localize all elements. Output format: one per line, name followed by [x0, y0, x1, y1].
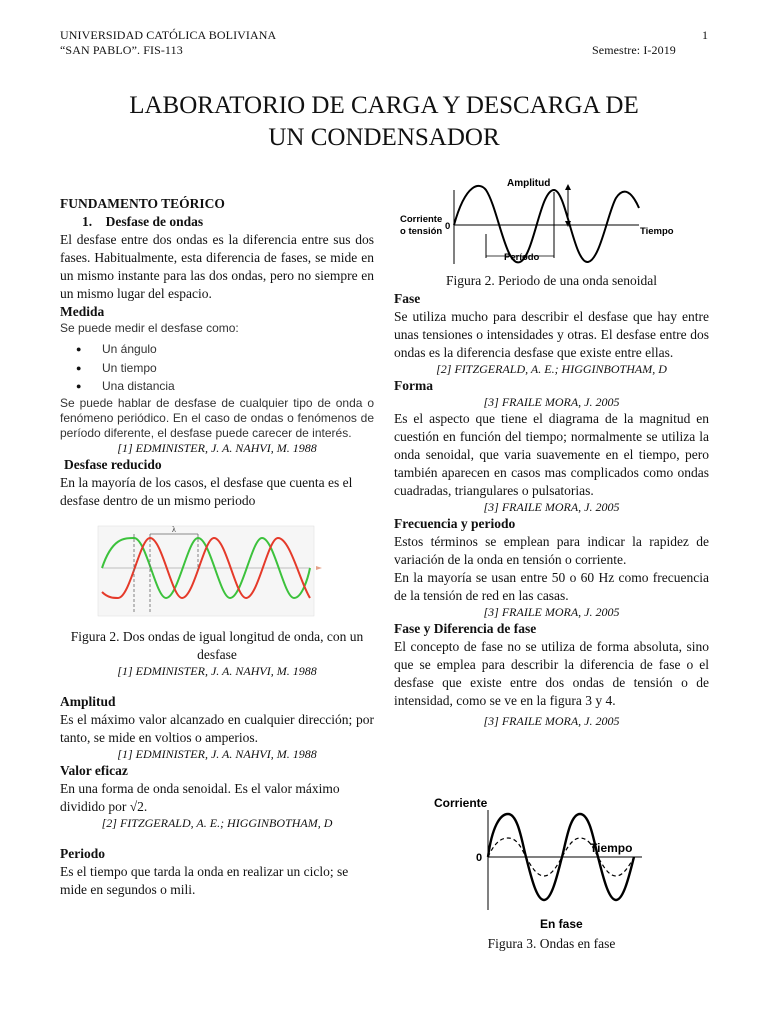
sqrt-two: √2	[129, 798, 144, 814]
subsection-desfase	[60, 213, 374, 231]
list-item: ● Un ángulo	[102, 340, 374, 359]
corriente-label: Corriente	[434, 796, 488, 810]
list-item: ● Un tiempo	[102, 359, 374, 378]
fasedif-heading: Fase y Diferencia de fase	[394, 621, 537, 636]
tiempo-label: Tiempo	[640, 226, 674, 237]
document-title	[60, 90, 708, 154]
subsection-title: Desfase de ondas	[105, 214, 204, 229]
figure-caption: Figura 2. Dos ondas de igual longitud de onda, con un desfase	[70, 628, 364, 662]
sine-period-figure	[394, 172, 709, 268]
medida-heading: Medida	[60, 304, 105, 319]
zero-label: 0	[445, 221, 451, 232]
eficaz-heading: Valor eficaz	[60, 762, 128, 778]
eficaz-period: .	[143, 798, 148, 814]
amplitud-label: Amplitud	[507, 178, 551, 189]
reference: [1] EDMINISTER, J. A. NAHVI, M. 1988	[117, 440, 317, 455]
reference: [3] FRAILE MORA, J. 2005	[483, 605, 620, 619]
list-item: ● Una distancia	[102, 377, 374, 396]
medida-paragraph: Se puede hablar de desfase de cualquier tipo de onda o fenómeno periódico. En el caso de ondas o fenómenos de período diferente, el desfase puede carecer de interés.	[60, 395, 374, 440]
periodo-paragraph: Es el tiempo que tarda la onda en realizar un ciclo; se mide en segundos o mili.	[60, 863, 349, 897]
left-column	[60, 195, 374, 899]
reference: [3] FRAILE MORA, J. 2005	[483, 500, 620, 514]
fase-paragraph: Se utiliza mucho para describir el desfase que hay entre unas tensiones o intensidades y otras. El desfase entre dos ondas es la diferencia desfase que existe entre ellas.	[394, 309, 709, 360]
en-fase-label: En fase	[540, 917, 583, 931]
frecuencia-paragraph-2: En la mayoría se usan entre 50 o 60 Hz como frecuencia de la tensión de red en las casas.	[394, 570, 709, 603]
figure-caption: Figura 3. Ondas en fase	[487, 936, 616, 951]
zero-label: 0	[476, 852, 483, 864]
reducido-heading: Desfase reducido	[64, 456, 162, 472]
lambda-label: λ	[172, 524, 176, 534]
eficaz-paragraph	[60, 780, 374, 816]
figure-caption: Figura 2. Periodo de una onda senoidal	[445, 273, 658, 288]
tiempo-label: Tiempo	[590, 841, 633, 855]
page-number: 1	[702, 28, 709, 42]
frecuencia-heading: Frecuencia y periodo	[394, 516, 516, 531]
reducido-paragraph: En la mayoría de los casos, el desfase que cuenta es el desfase dentro de un mismo periodo	[60, 474, 353, 508]
header-university	[60, 28, 276, 58]
periodo-label: Período	[504, 252, 540, 263]
semester-label: Semestre: I-2019	[592, 43, 676, 57]
right-column	[394, 290, 709, 729]
forma-paragraph: Es el aspecto que tiene el diagrama de la magnitud en cuestión en función del tiempo; normalmente se utiliza la onda senoidal, que varia suavemente en el tiempo, pero también aparecen en casos mas complicados como ondas cuadradas, triangulares o pulsatorias.	[394, 411, 709, 498]
in-phase-diagram	[430, 792, 660, 932]
header-university-line: UNIVERSIDAD CATÓLICA BOLIVIANA	[60, 28, 277, 42]
reference: [3] FRAILE MORA, J. 2005	[483, 395, 620, 409]
periodo-heading: Periodo	[60, 845, 105, 861]
in-phase-figure	[430, 792, 660, 932]
reference: [3] FRAILE MORA, J. 2005	[483, 714, 620, 728]
fase-heading: Fase	[394, 291, 421, 306]
frecuencia-paragraph-1: Estos términos se emplean para indicar la rapidez de variación de la onda en tensión o corriente.	[394, 534, 709, 567]
amplitud-heading: Amplitud	[60, 693, 116, 709]
reference: [2] FITZGERALD, A. E.; HIGGINBOTHAM, D	[101, 815, 333, 830]
desfase-paragraph: El desfase entre dos ondas es la diferencia entre sus dos fases. Habitualmente, esta diferencia de fases, se mide en un mismo instante para las dos ondas, pero no siempre en un mismo lugar del espacio.	[60, 232, 374, 301]
eficaz-text: En una forma de onda senoidal. Es el valor máximo dividido por	[60, 780, 340, 814]
amplitud-paragraph: Es el máximo valor alcanzado en cualquier dirección; por tanto, se mide en voltios o amperios.	[60, 711, 374, 745]
subsection-number: 1.	[82, 214, 93, 229]
fasedif-paragraph: El concepto de fase no se utiliza de forma absoluta, sino que se emplea para describir la diferencia de fase o el desfase que existe entre dos ondas de tensión o de intensidad, como se ve en la figura 3 y 4.	[394, 639, 709, 708]
phase-shift-figure	[60, 522, 374, 622]
title-line-2: UN CONDENSADOR	[268, 124, 500, 151]
tension-label: o tensión	[400, 226, 443, 237]
phase-shift-diagram	[60, 522, 374, 622]
title-line-1: LABORATORIO DE CARGA Y DESCARGA DE	[129, 92, 639, 119]
section-heading: FUNDAMENTO TEÓRICO	[60, 196, 225, 211]
reference: [2] FITZGERALD, A. E.; HIGGINBOTHAM, D	[436, 362, 667, 376]
forma-heading: Forma	[394, 378, 433, 393]
reference: [1] EDMINISTER, J. A. NAHVI, M. 1988	[117, 746, 317, 761]
corriente-label: Corriente	[400, 214, 443, 225]
medida-intro: Se puede medir el desfase como:	[60, 321, 239, 335]
sine-period-diagram	[394, 172, 709, 268]
header-course-line: “SAN PABLO”. FIS-113	[60, 43, 183, 57]
medida-list	[60, 340, 374, 396]
reference: [1] EDMINISTER, J. A. NAHVI, M. 1988	[117, 663, 317, 678]
